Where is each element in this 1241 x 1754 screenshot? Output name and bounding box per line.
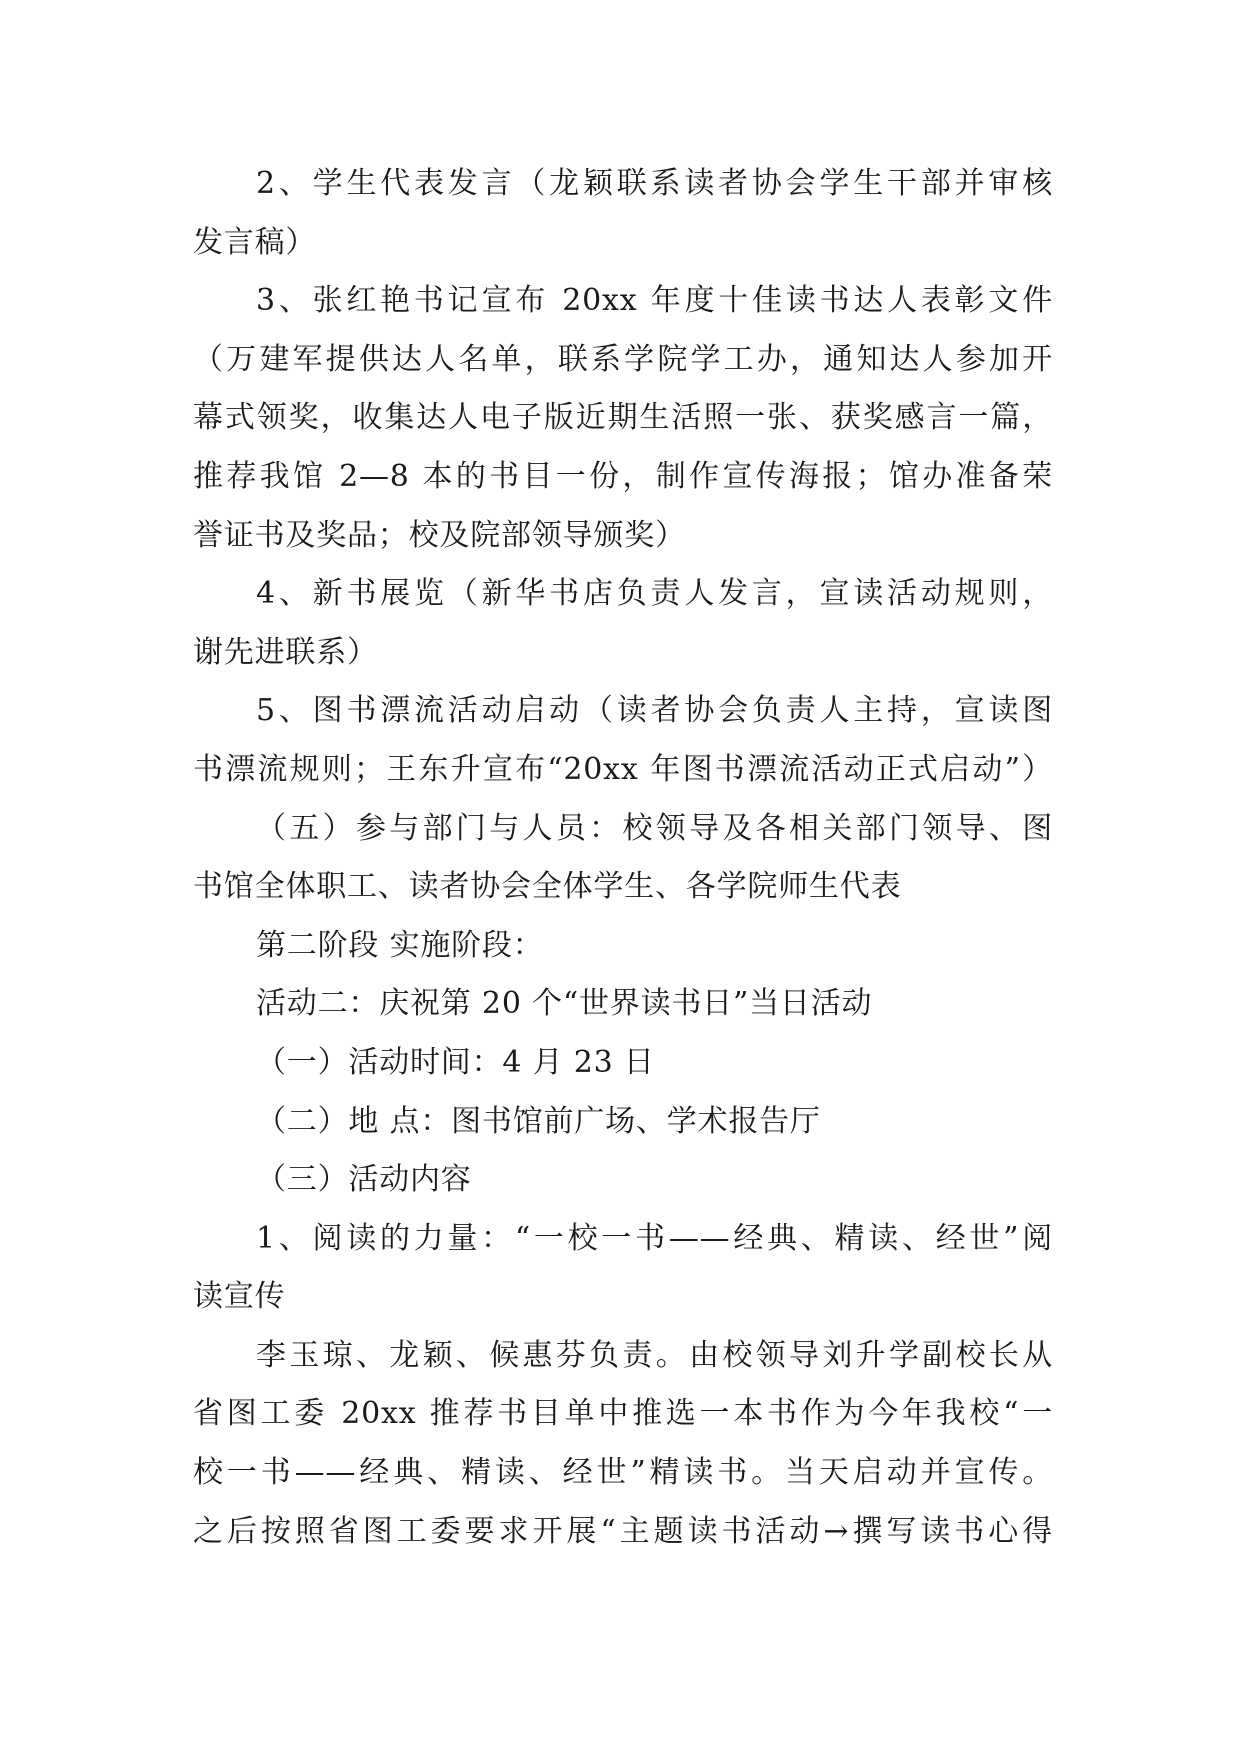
text-line: 之后按照省图工委要求开展“主题读书活动→撰写读书心得 xyxy=(193,1513,1053,1549)
text-line: （二）地 点：图书馆前广场、学术报告厅 xyxy=(256,1103,821,1139)
text-line: 幕式领奖，收集达人电子版近期生活照一张、获奖感言一篇， xyxy=(193,400,1053,436)
section-heading: 第二阶段 实施阶段： xyxy=(256,927,544,963)
text-line: 书馆全体职工、读者协会全体学生、各学院师生代表 xyxy=(193,869,902,905)
text-line: 省图工委 20xx 推荐书目单中推选一本书作为今年我校“一 xyxy=(193,1396,1053,1432)
text-line: 校一书——经典、精读、经世”精读书。当天启动并宣传。 xyxy=(193,1455,1053,1491)
text-line: 3、张红艳书记宣布 20xx 年度十佳读书达人表彰文件 xyxy=(256,283,1053,319)
text-line: （五）参与部门与人员：校领导及各相关部门领导、图 xyxy=(256,810,1053,846)
text-line: 5、图书漂流活动启动（读者协会负责人主持，宣读图 xyxy=(256,693,1053,729)
text-line: 4、新书展览（新华书店负责人发言，宣读活动规则， xyxy=(256,576,1053,612)
text-line: （一）活动时间：4 月 23 日 xyxy=(256,1044,655,1080)
section-heading: 活动二：庆祝第 20 个“世界读书日”当日活动 xyxy=(256,986,873,1022)
text-line: 发言稿） xyxy=(193,224,317,260)
text-line: 1、阅读的力量：“一校一书——经典、精读、经世”阅 xyxy=(256,1220,1053,1256)
text-line: 谢先进联系） xyxy=(193,634,378,670)
text-line: 2、学生代表发言（龙颖联系读者协会学生干部并审核 xyxy=(256,166,1053,201)
text-line: 誉证书及奖品；校及院部领导颁奖） xyxy=(193,517,686,553)
text-line: 读宣传 xyxy=(193,1279,286,1315)
text-line: 书漂流规则；王东升宣布“20xx 年图书漂流活动正式启动”） xyxy=(193,751,1053,787)
document-page xyxy=(193,155,1053,1561)
text-line: （三）活动内容 xyxy=(256,1162,472,1198)
text-line: 推荐我馆 2—8 本的书目一份，制作宣传海报；馆办准备荣 xyxy=(193,458,1053,494)
text-line: （万建军提供达人名单，联系学院学工办，通知达人参加开 xyxy=(193,341,1053,377)
text-line: 李玉琼、龙颖、候惠芬负责。由校领导刘升学副校长从 xyxy=(256,1337,1053,1373)
